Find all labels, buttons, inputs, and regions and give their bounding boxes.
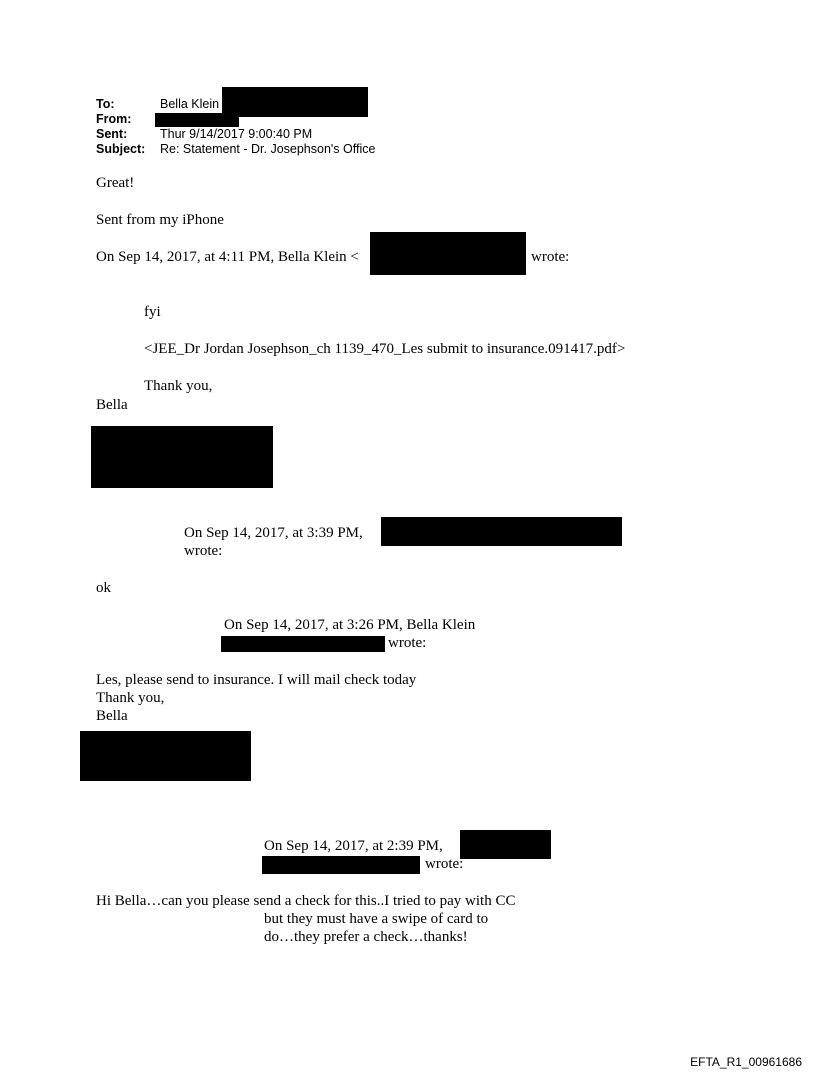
quote4-prefix: On Sep 14, 2017, at 2:39 PM, (264, 838, 443, 854)
great-text: Great! (96, 175, 135, 191)
sent-label: Sent: (96, 127, 128, 141)
from-label: From: (96, 112, 132, 126)
sent-value: Thur 9/14/2017 9:00:40 PM (160, 127, 313, 141)
hi-line-2: but they must have a swipe of card to (264, 911, 489, 927)
thank-you-1: Thank you, (144, 378, 213, 394)
quote3-suffix: wrote: (388, 635, 427, 651)
redaction-quote4-email (262, 856, 420, 874)
attachment-text: <JEE_Dr Jordan Josephson_ch 1139_470_Les submit to insurance.091417.pdf> (144, 341, 626, 357)
redaction-quote3-email (221, 636, 385, 652)
quote1-suffix: wrote: (531, 249, 570, 265)
redaction-quote1-email (370, 232, 526, 275)
redaction-signature-1 (91, 426, 273, 488)
les-line: Les, please send to insurance. I will mail check today (96, 672, 417, 688)
redaction-quote4-sender (460, 830, 551, 859)
quote1-prefix: On Sep 14, 2017, at 4:11 PM, Bella Klein < (96, 249, 359, 265)
bella-1: Bella (96, 397, 128, 413)
quote3-line1: On Sep 14, 2017, at 3:26 PM, Bella Klein (224, 617, 476, 633)
redaction-signature-2 (80, 731, 251, 781)
bella-2: Bella (96, 708, 128, 724)
hi-line-3: do…they prefer a check…thanks! (264, 929, 468, 945)
sent-from-text: Sent from my iPhone (96, 212, 224, 228)
quote2-prefix: On Sep 14, 2017, at 3:39 PM, (184, 525, 363, 541)
redaction-from (155, 113, 239, 127)
to-value: Bella Klein (160, 97, 220, 111)
thank-you-2: Thank you, (96, 690, 165, 706)
subject-value: Re: Statement - Dr. Josephson's Office (160, 142, 376, 156)
fyi-text: fyi (144, 304, 161, 320)
hi-line-1: Hi Bella…can you please send a check for this..I tried to pay with CC (96, 893, 516, 909)
quote4-suffix: wrote: (425, 856, 464, 872)
ok-text: ok (96, 580, 111, 596)
document-id: EFTA_R1_00961686 (690, 1055, 802, 1069)
redaction-quote2-sender (381, 517, 622, 546)
to-label: To: (96, 97, 115, 111)
quote2-suffix: wrote: (184, 543, 223, 559)
subject-label: Subject: (96, 142, 146, 156)
redaction-to-email (222, 87, 368, 117)
